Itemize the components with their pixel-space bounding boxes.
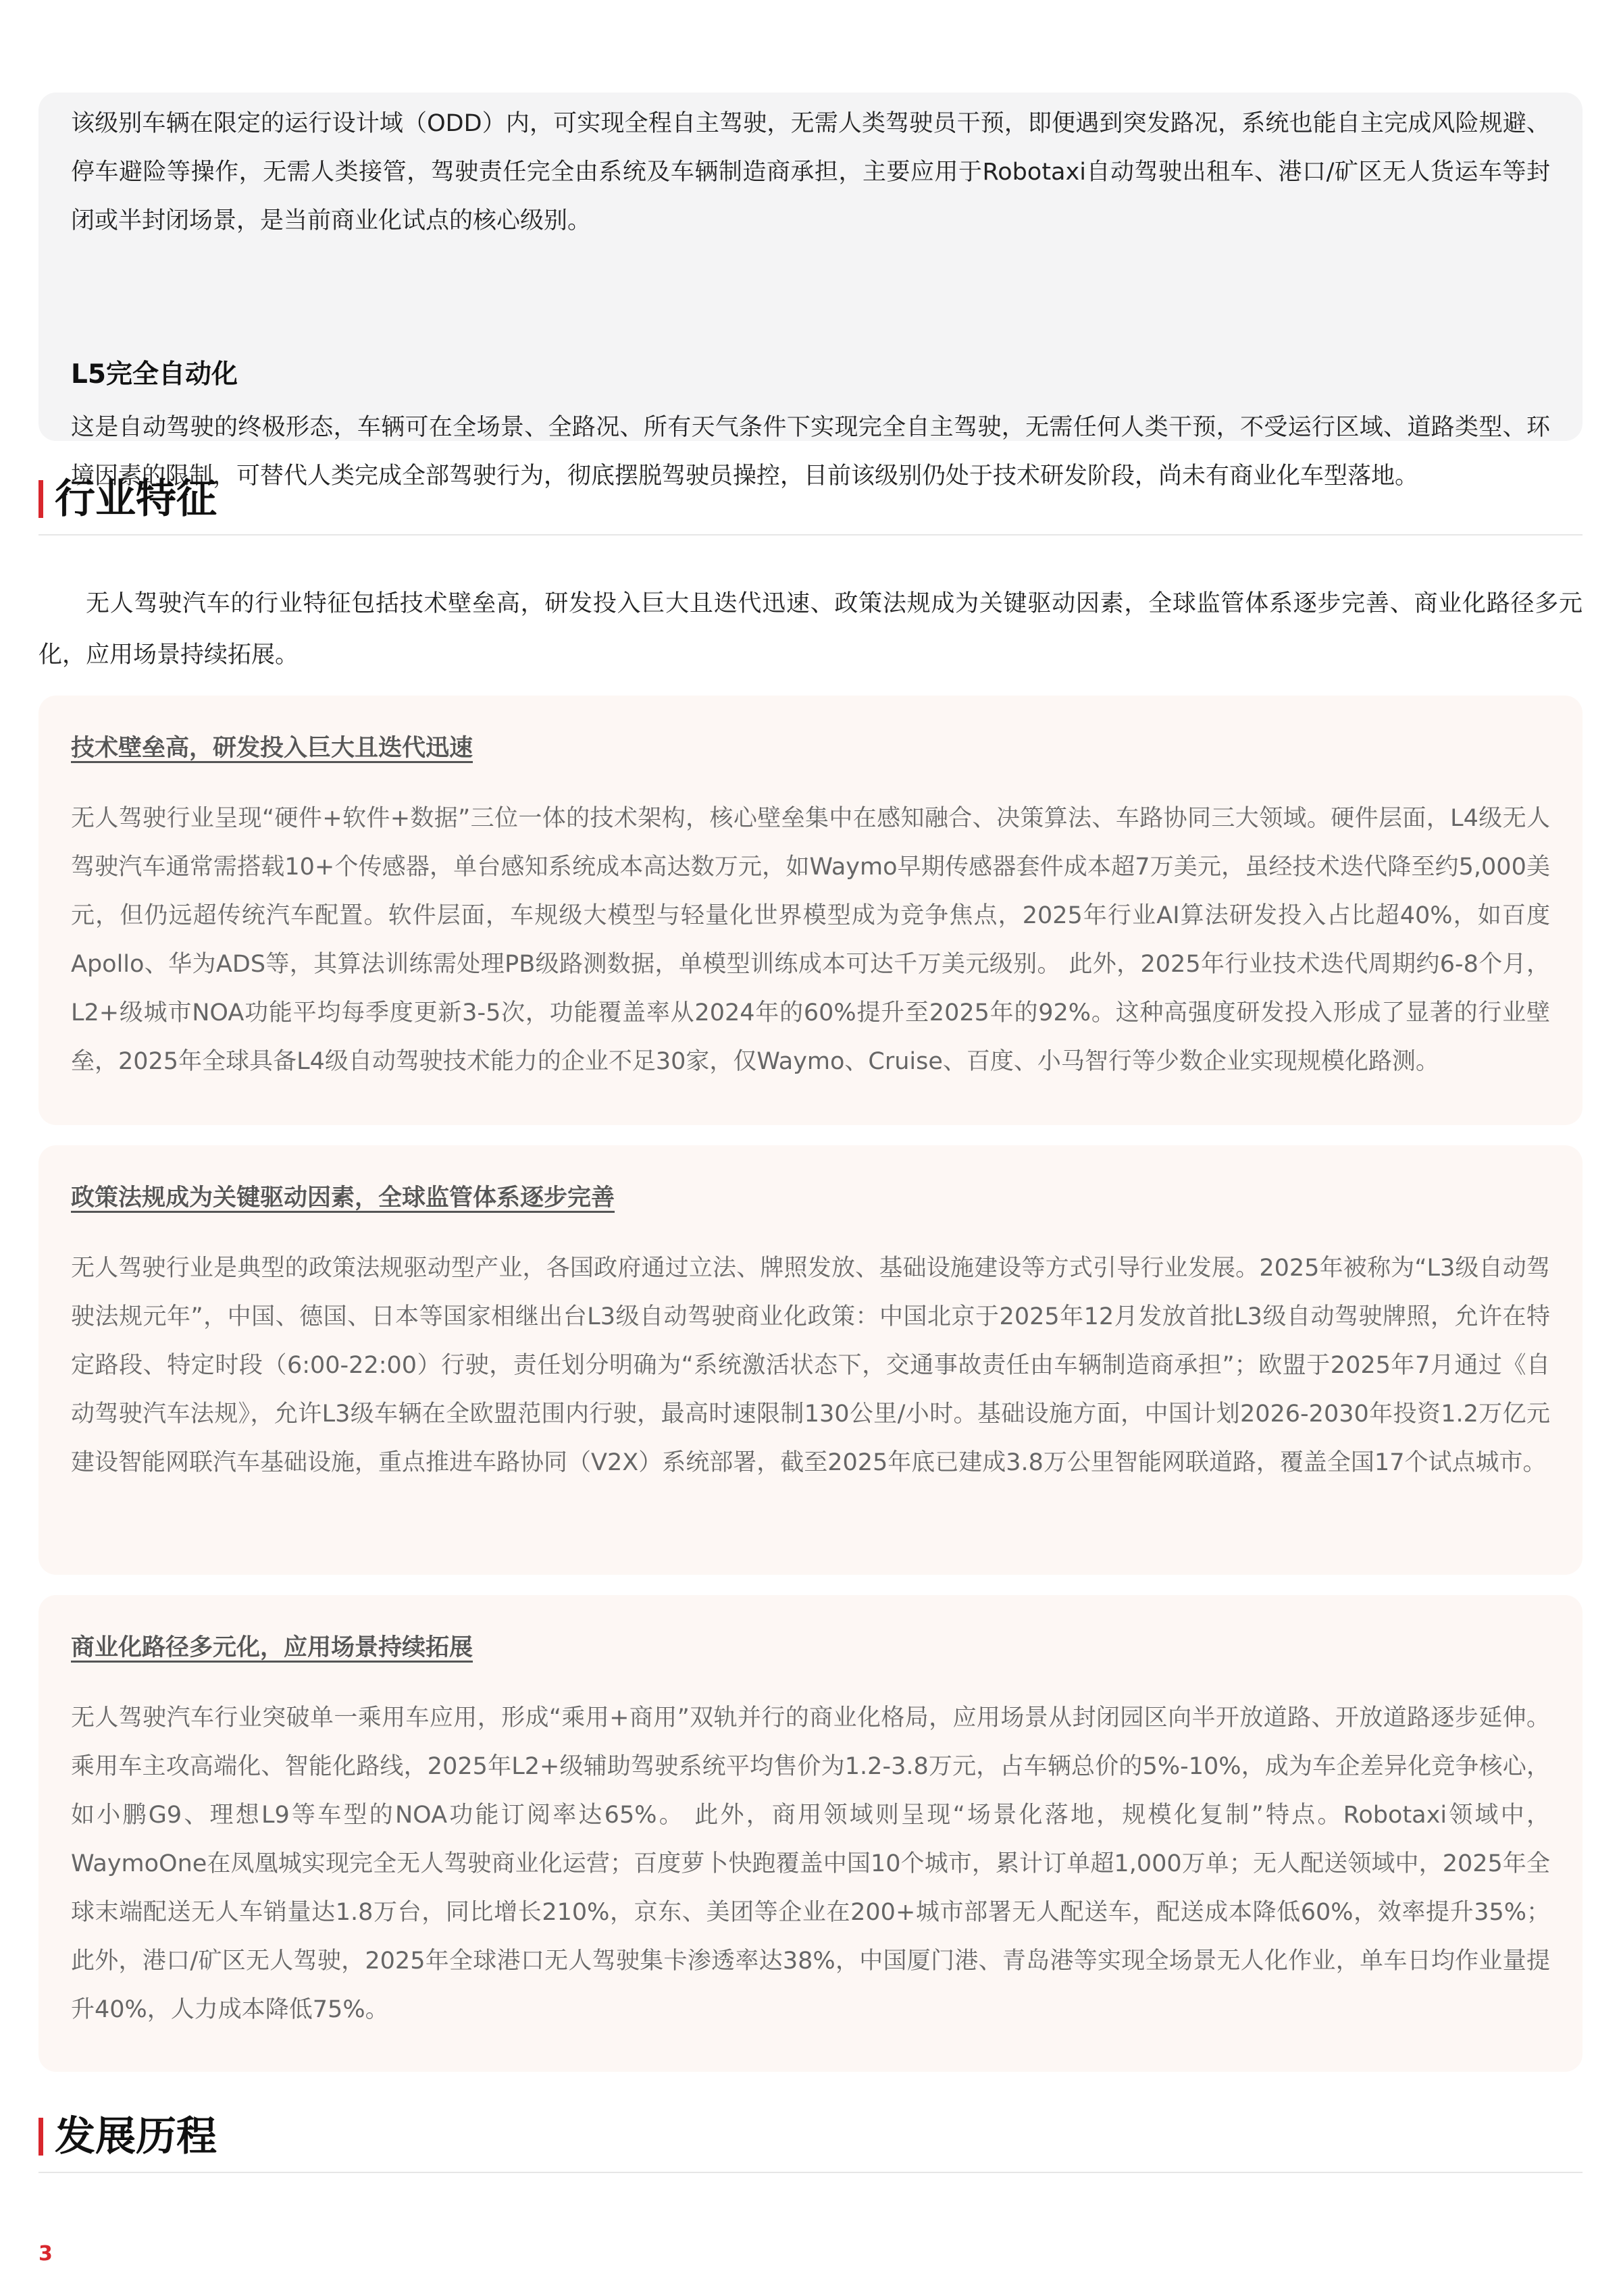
heading-accent-bar <box>38 480 43 518</box>
card-body: 无人驾驶行业是典型的政策法规驱动型产业，各国政府通过立法、牌照发放、基础设施建设等方式引导行业发展。2025年被称为“L3级自动驾驶法规元年”，中国、德国、日本等国家相继出台L3级自动驾驶商业化政策：中国北京于2025年12月发放首批L3级自动驾驶牌照，允许在特定路段、特定时段（6:00-22:00）行驶，责任划分明确为“系统激活状态下，交通事故责任由车辆制造商承担”；欧盟于2025年7月通过《自动驾驶汽车法规》，允许L3级车辆在全欧盟范围内行驶，最高时速限制130公里/小时。基础设施方面，中国计划2026-2030年投资1.2万亿元建设智能网联汽车基础设施，重点推进车路协同（V2X）系统部署，截至2025年底已建成3.8万公里智能网联道路，覆盖全国17个试点城市。 <box>71 1255 1550 1476</box>
feature-card <box>38 1145 1583 1575</box>
card-title: 商业化路径多元化，应用场景持续拓展 <box>71 1634 473 1661</box>
page-number: 3 <box>38 2242 53 2266</box>
card-body: 无人驾驶汽车行业突破单一乘用车应用，形成“乘用+商用”双轨并行的商业化格局，应用场景从封闭园区向半开放道路、开放道路逐步延伸。乘用车主攻高端化、智能化路线，2025年L2+级辅助驾驶系统平均售价为1.2-3.8万元，占车辆总价的5%-10%，成为车企差异化竞争核心，如小鹏G9、理想L9等车型的NOA功能订阅率达65%。 此外，商用领域则呈现“场景化落地，规模化复制”特点。Robotaxi领域中，WaymoOne在凤凰城实现完全无人驾驶商业化运营；百度萝卜快跑覆盖中国10个城市，累计订单超1,000万单；无人配送领域中，2025年全球末端配送无人车销量达1.8万台，同比增长210%，京东、美团等企业在200+城市部署无人配送车，配送成本降低60%，效率提升35%；此外，港口/矿区无人驾驶，2025年全球港口无人驾驶集卡渗透率达38%，中国厦门港、青岛港等实现全场景无人化作业，单车日均作业量提升40%，人力成本降低75%。 <box>71 1704 1550 2023</box>
industry-intro: 无人驾驶汽车的行业特征包括技术壁垒高，研发投入巨大且迭代迅速、政策法规成为关键驱动因素，全球监管体系逐步完善、商业化路径多元化，应用场景持续拓展。 <box>38 590 1583 669</box>
section-heading-history <box>38 2099 1583 2173</box>
autonomy-levels-box <box>38 93 1583 490</box>
l5-heading: L5完全自动化 <box>71 359 238 390</box>
section-heading-industry <box>38 461 1583 536</box>
feature-card <box>38 696 1583 1125</box>
l4-description: 该级别车辆在限定的运行设计域（ODD）内，可实现全程自主驾驶，无需人类驾驶员干预，即便遇到突发路况，系统也能自主完成风险规避、停车避险等操作，无需人类接管，驾驶责任完全由系统及车辆制造商承担，主要应用于Robotaxi自动驾驶出租车、港口/矿区无人货运车等封闭或半封闭场景，是当前商业化试点的核心级别。 <box>71 110 1550 234</box>
feature-card <box>38 1595 1583 2072</box>
card-title: 政策法规成为关键驱动因素，全球监管体系逐步完善 <box>71 1184 615 1211</box>
l5-description: 这是自动驾驶的终极形态，车辆可在全场景、全路况、所有天气条件下实现完全自主驾驶，无需任何人类干预，不受运行区域、道路类型、环境因素的限制，可替代人类完成全部驾驶行为，彻底摆脱驾驶员操控，目前该级别仍处于技术研发阶段，尚未有商业化车型落地。 <box>71 414 1550 490</box>
card-body: 无人驾驶行业呈现“硬件+软件+数据”三位一体的技术架构，核心壁垒集中在感知融合、决策算法、车路协同三大领域。硬件层面，L4级无人驾驶汽车通常需搭载10+个传感器，单台感知系统成本高达数万元，如Waymo早期传感器套件成本超7万美元，虽经技术迭代降至约5,000美元，但仍远超传统汽车配置。软件层面，车规级大模型与轻量化世界模型成为竞争焦点，2025年行业AI算法研发投入占比超40%，如百度Apollo、华为ADS等，其算法训练需处理PB级路测数据，单模型训练成本可达千万美元级别。 此外，2025年行业技术迭代周期约6-8个月，L2+级城市NOA功能平均每季度更新3-5次，功能覆盖率从2024年的60%提升至2025年的92%。这种高强度研发投入形成了显著的行业壁垒，2025年全球具备L4级自动驾驶技术能力的企业不足30家，仅Waymo、Cruise、百度、小马智行等少数企业实现规模化路测。 <box>71 805 1550 1075</box>
section-title: 行业特征 <box>55 475 217 523</box>
card-title: 技术壁垒高，研发投入巨大且迭代迅速 <box>71 735 473 762</box>
heading-accent-bar <box>38 2118 43 2156</box>
section-title: 发展历程 <box>55 2113 217 2160</box>
